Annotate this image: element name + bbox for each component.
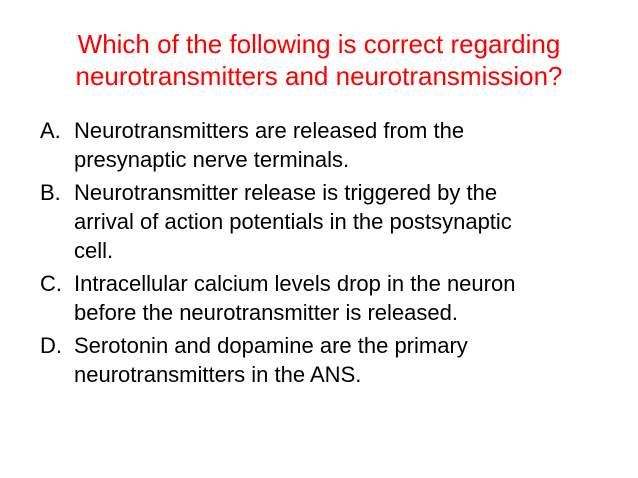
answer-option-d [40,331,620,389]
option-text-line: Neurotransmitter release is triggered by the [74,180,498,205]
option-text-line: Neurotransmitters are released from the [74,118,465,143]
option-text [74,269,620,327]
question-title [20,28,618,92]
option-letter: C. [40,271,62,296]
option-letter: A. [40,118,61,143]
option-text-line: arrival of action potentials in the postsynaptic [74,209,512,234]
answer-option-b [40,178,620,265]
answer-options-list [40,116,620,393]
question-title-line: Which of the following is correct regarding [77,29,561,59]
question-title-line: neurotransmitters and neurotransmission? [75,61,563,91]
option-text [74,331,620,389]
option-text [74,178,620,265]
option-letter: D. [40,333,62,358]
option-text-line: cell. [74,238,114,263]
option-text [74,116,620,174]
option-text-line: Intracellular calcium levels drop in the neuron [74,271,516,296]
option-letter: B. [40,180,61,205]
option-text-line: presynaptic nerve terminals. [74,147,350,172]
answer-option-c [40,269,620,327]
option-text-line: Serotonin and dopamine are the primary [74,333,468,358]
option-text-line: before the neurotransmitter is released. [74,300,458,325]
option-text-line: neurotransmitters in the ANS. [74,362,362,387]
answer-option-a [40,116,620,174]
